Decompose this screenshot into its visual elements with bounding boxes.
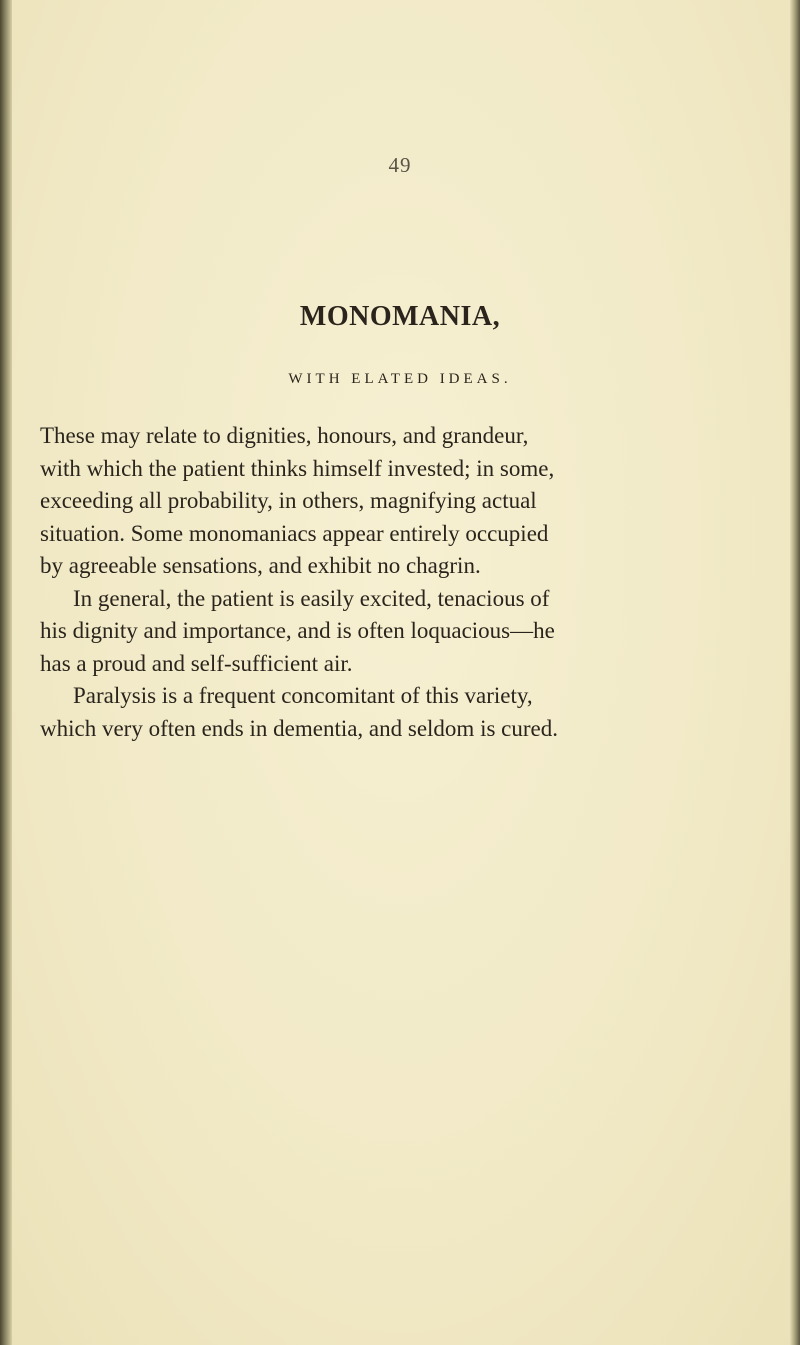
text-line: These may relate to dignities, honours, and grandeur,	[40, 423, 529, 448]
chapter-title: MONOMANIA,	[299, 301, 501, 332]
text-line: his dignity and importance, and is often loquacious—he	[40, 618, 555, 643]
page-left-edge-shadow	[0, 0, 12, 1345]
text-line: situation. Some monomaniacs appear entirely occupied	[40, 520, 549, 546]
text-line: Paralysis is a frequent concomitant of this variety,	[73, 683, 533, 708]
text-line: by agreeable sensations, and exhibit no chagrin.	[40, 553, 481, 578]
paragraph-1	[40, 420, 800, 583]
chapter-subtitle: WITH ELATED IDEAS.	[288, 371, 512, 387]
paragraph-3	[40, 680, 800, 745]
text-line: In general, the patient is easily excited, tenacious of	[73, 585, 550, 611]
text-line: exceeding all probability, in others, magnifying actual	[40, 488, 537, 513]
text-line: with which the patient thinks himself invested; in some,	[40, 455, 555, 481]
text-line: has a proud and self-sufficient air.	[40, 650, 353, 676]
body-text	[40, 420, 800, 745]
page-number: 49	[388, 153, 412, 177]
text-line: which very often ends in dementia, and seldom is cured.	[40, 715, 558, 741]
paragraph-2	[40, 583, 800, 681]
